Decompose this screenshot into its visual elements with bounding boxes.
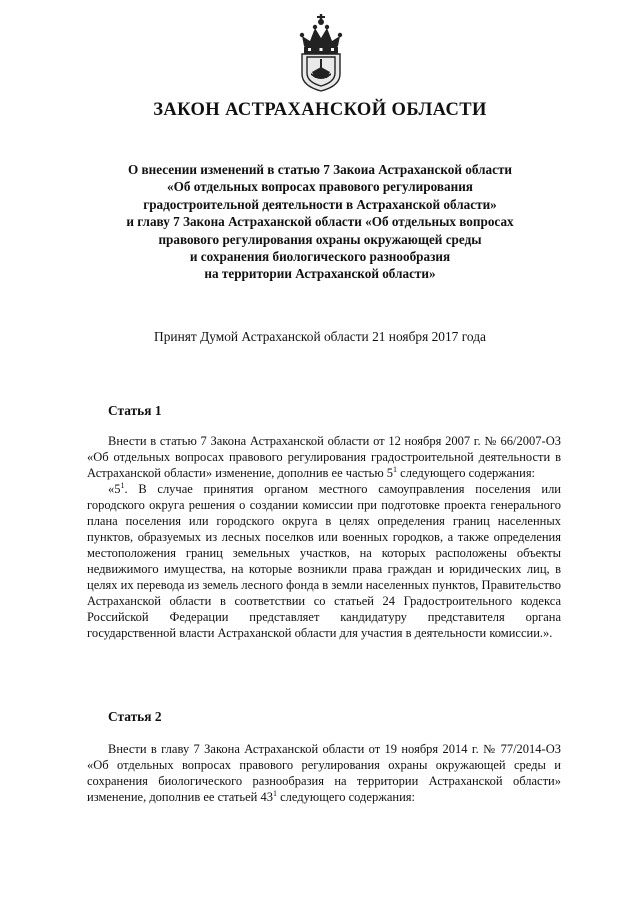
subject-line: О внесении изменений в статью 7 Закоиа Астраханской области [127,162,513,177]
superscript: 1 [120,481,125,490]
adoption-line: Принят Думой Астраханской области 21 ноября 2017 года [154,329,486,344]
article-2-body [87,741,561,805]
article-2-p1-text: Внести в главу 7 Закона Астраханской области от 19 ноября 2014 г. № 77/2014-ОЗ «Об отдельных вопросах правового регулирования охраны окружающей среды и сохранения биологического разнообразия на территории Астраханской области» изменение, дополнив ее статьей 43 [87,742,561,804]
article-1-p1-text: Внести в статью 7 Закона Астраханской области от 12 ноября 2007 г. № 66/2007-ОЗ «Об отдельных вопросах правового регулирования градостроительной деятельности в Астраханской области» изменение, дополнив ее частью 5 [87,434,561,480]
article-1-p2-lead: «5 [108,482,121,496]
subject-line: на территории Астраханской области» [204,266,436,282]
superscript: 1 [273,789,277,798]
subject-line: и сохранения биологического разнообразия [189,249,451,265]
article-1-paragraph-1 [87,433,561,481]
subject-line: «Об отдельных вопросах правового регулирования [167,179,473,195]
subject-line: правового регулирования охраны окружающей среды [158,231,482,247]
subject-line: градостроительной деятельности в Астраханской области» [143,196,497,212]
article-1-p2-text: . В случае принятия органом местного самоуправления поселения или городского округа решения о создании комиссии при подготовке проекта генерального плана поселения или городского округа в целях определения границ населенных пунктов, образуемых из лесных поселков или военных городков, а также определения местоположения границ земельных участков, на которых расположены объекты недвижимого имущества, на которые возникли права граждан и юридических лиц, в целях их перевода из земель лесного фонда в земли населенных пунктов, Правительство Астраханской области в соответствии со статьей 24 Градостроительного кодекса Российской Федерации представляет кандидатуру представителя органа государственной власти Астраханской области для участия в деятельности комиссии.». [87,482,561,640]
subject-line: и главу 7 Закона Астраханской области «Об отдельных вопросах [126,214,514,230]
article-1-p1-tail: следующего содержания: [397,466,536,480]
article-1-paragraph-2 [87,481,561,641]
article-1-body [87,433,561,641]
article-2-p1-tail: следующего содержания: [277,790,415,804]
superscript: 1 [393,465,398,474]
law-title: ЗАКОН АСТРАХАНСКОЙ ОБЛАСТИ [153,100,487,120]
article-1-heading: Статья 1 [108,403,162,418]
article-2-paragraph-1 [87,741,561,805]
article-2-heading: Статья 2 [108,709,162,724]
coat-of-arms-icon [298,14,344,92]
law-subject-heading [60,161,580,283]
